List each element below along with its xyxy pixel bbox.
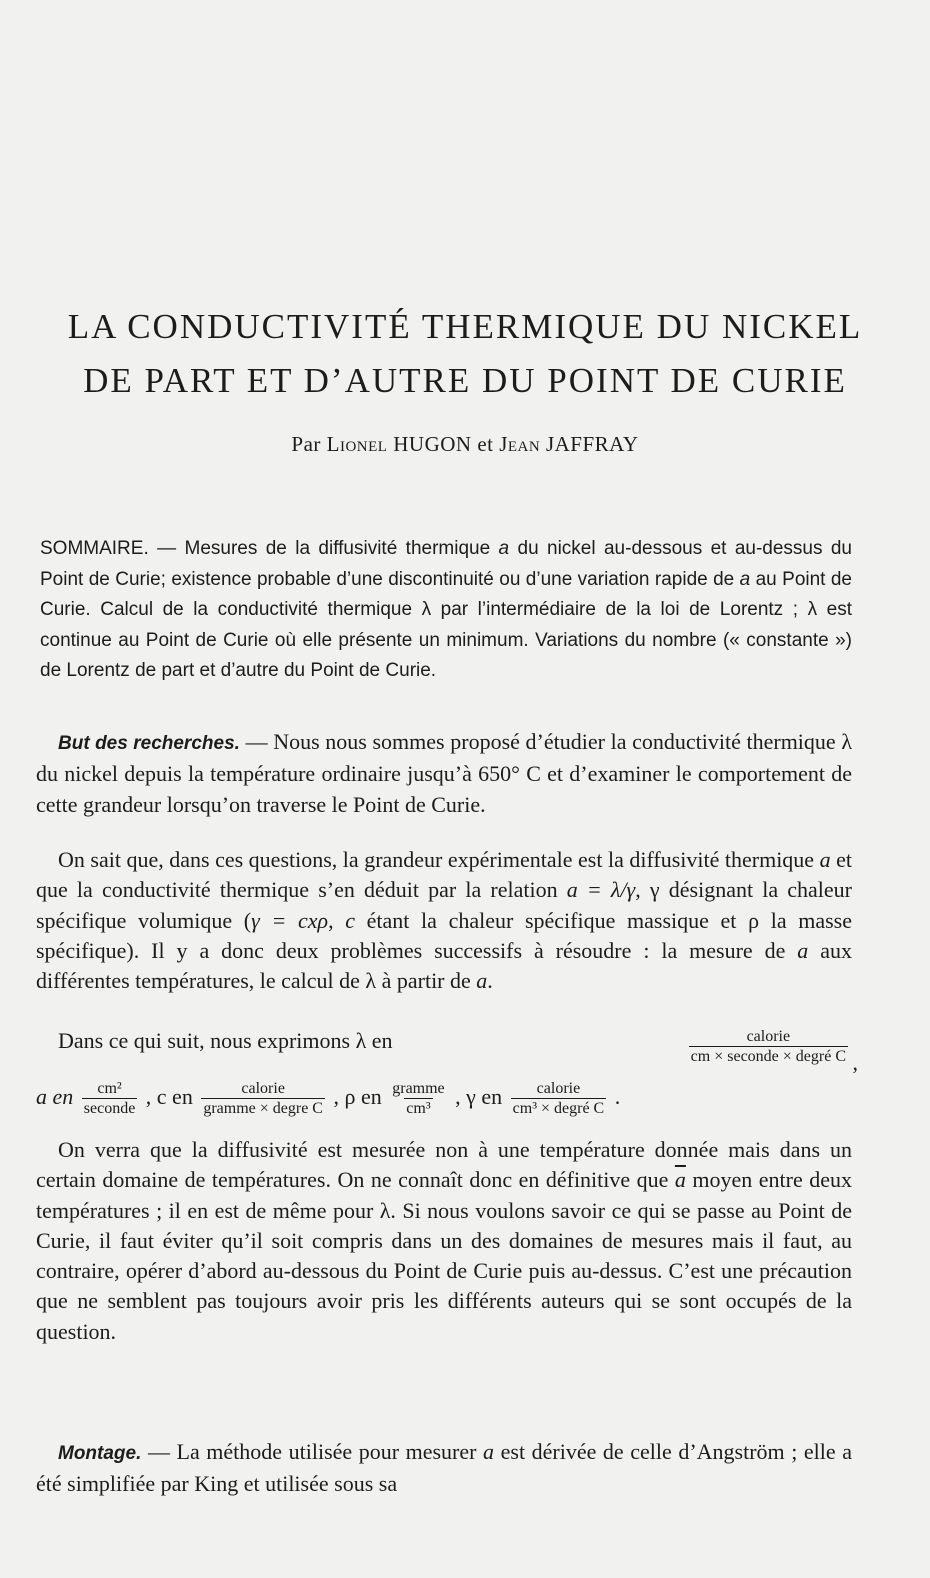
fraction-rho-unit (390, 1080, 446, 1118)
units-a-label: a en (36, 1084, 74, 1110)
units-line-others (36, 1080, 852, 1118)
fraction-numerator: calorie (536, 1080, 581, 1097)
fraction-lambda-unit (689, 1028, 848, 1066)
para2-text-6: aux différentes températures, le calcul de λ à partir de (36, 937, 852, 994)
fraction-gamma-unit (511, 1080, 607, 1118)
gamma-definition: γ = cxρ (251, 907, 329, 933)
para4-text-1: — La méthode utilisée pour mesurer (141, 1439, 484, 1464)
para2-text-4: , (328, 907, 346, 933)
para2-text-1: On sait que, dans ces questions, la grandeur expérimentale est la diffusivité thermique (58, 847, 820, 872)
author2-last-name: JAFFRAY (545, 432, 639, 456)
summary-text-1: — Mesures de la diffusivité thermique (148, 538, 499, 559)
units-rho-label: , ρ en (333, 1084, 382, 1110)
para2-text-3: , γ désignant la chaleur spécifique volumique ( (36, 877, 852, 933)
fraction-denominator: cm × seconde × degré C (690, 1048, 846, 1065)
summary-abstract (40, 534, 852, 687)
units-comma: , (852, 1050, 858, 1075)
paragraph-temperature-domains (36, 1135, 852, 1347)
paragraph-montage (36, 1437, 852, 1500)
summary-text-2: du nickel au-dessous et au-dessus du Point de Curie; existence probable d’une discontinuité ou d’une variation rapide de (40, 538, 852, 590)
symbol-a: a (476, 968, 488, 994)
paragraph-method-intro (36, 845, 852, 996)
para2-text-2: et que la conductivité thermique s’en déduit par la relation (36, 847, 852, 903)
relation-formula: a = λ/γ (566, 877, 636, 903)
para3-text-2: moyen entre deux températures ; il en est de même pour λ. Si nous voulons savoir ce qui se passe au Point de Curie, il faut éviter qu’il soit compris dans un des domaines de mesures mais il faut, au contraire, opérer d’abord au-dessous du Point de Curie puis au-dessus. C’est une précaution que ne semblent pas toujours avoir pris les différents auteurs qui se sont occupés de la question. (36, 1167, 852, 1344)
author1-first-name: Lionel (326, 432, 388, 456)
paragraph-goals (36, 727, 852, 820)
paragraph-goals-text: — Nous nous sommes proposé d’étudier la conductivité thermique λ du nickel depuis la température ordinaire jusqu’à 650° C et d’examiner le comportement de cette grandeur lorsqu’on traverse le Point de Curie. (36, 729, 852, 817)
symbol-a: a (498, 538, 510, 559)
summary-text-3: au Point de Curie. Calcul de la conductivité thermique λ par l’intermédiaire de la loi de Lorentz ; λ est continue au Point de Curie où elle présente un minimum. Variations du nombre (« constante ») de Lorentz de part et d’autre du Point de Curie. (40, 568, 852, 681)
units-line-lambda (36, 1028, 858, 1075)
fraction-numerator: calorie (746, 1028, 791, 1045)
symbol-a: a (483, 1439, 495, 1464)
units-c-label: , c en (145, 1084, 193, 1110)
fraction-denominator: seconde (83, 1100, 136, 1117)
author-line (0, 432, 930, 457)
para4-text-2: est dérivée de celle d’Angström ; elle a été simplifiée par King et utilisée sous sa (36, 1439, 852, 1497)
para2-text-7: . (487, 968, 493, 994)
fraction-denominator: cm³ × degré C (512, 1100, 605, 1117)
section-heading-montage: Montage. (58, 1443, 142, 1464)
author-par: Par (291, 432, 321, 456)
title-line-2: DE PART ET D’AUTRE DU POINT DE CURIE (83, 361, 847, 400)
fraction-denominator: gramme × degre C (203, 1100, 323, 1117)
symbol-a: a (739, 568, 751, 590)
symbol-c: c (345, 907, 355, 933)
symbol-a: a (797, 937, 809, 963)
author-and: et (477, 432, 494, 456)
fraction-denominator: cm³ (406, 1100, 431, 1117)
units-gamma-label: , γ en (455, 1084, 503, 1110)
section-heading-goals: But des recherches. (58, 733, 240, 754)
fraction-a-unit (82, 1080, 138, 1118)
fraction-numerator: calorie (241, 1080, 285, 1097)
symbol-a-mean: $\overline{a}$ (674, 1167, 686, 1193)
fraction-numerator: cm² (97, 1080, 122, 1097)
units-end: . (614, 1084, 621, 1110)
units-intro: Dans ce qui suit, nous exprimons λ en (58, 1028, 393, 1053)
symbol-a: a (819, 847, 831, 872)
author2-first-name: Jean (499, 432, 541, 456)
fraction-c-unit (201, 1080, 325, 1118)
title-line-1: LA CONDUCTIVITÉ THERMIQUE DU NICKEL (67, 307, 863, 346)
para2-text-5: étant la chaleur spécifique massique et ρ la masse spécifique). Il y a donc deux problèmes successifs à résoudre : la mesure de (36, 907, 852, 963)
author1-last-name: HUGON (393, 432, 472, 456)
para3-text-1: On verra que la diffusivité est mesurée non à une température donnée mais dans un certain domaine de températures. On ne connaît donc en définitive que (36, 1137, 852, 1193)
fraction-numerator: gramme (392, 1080, 445, 1097)
summary-label: SOMMAIRE. (40, 538, 149, 559)
